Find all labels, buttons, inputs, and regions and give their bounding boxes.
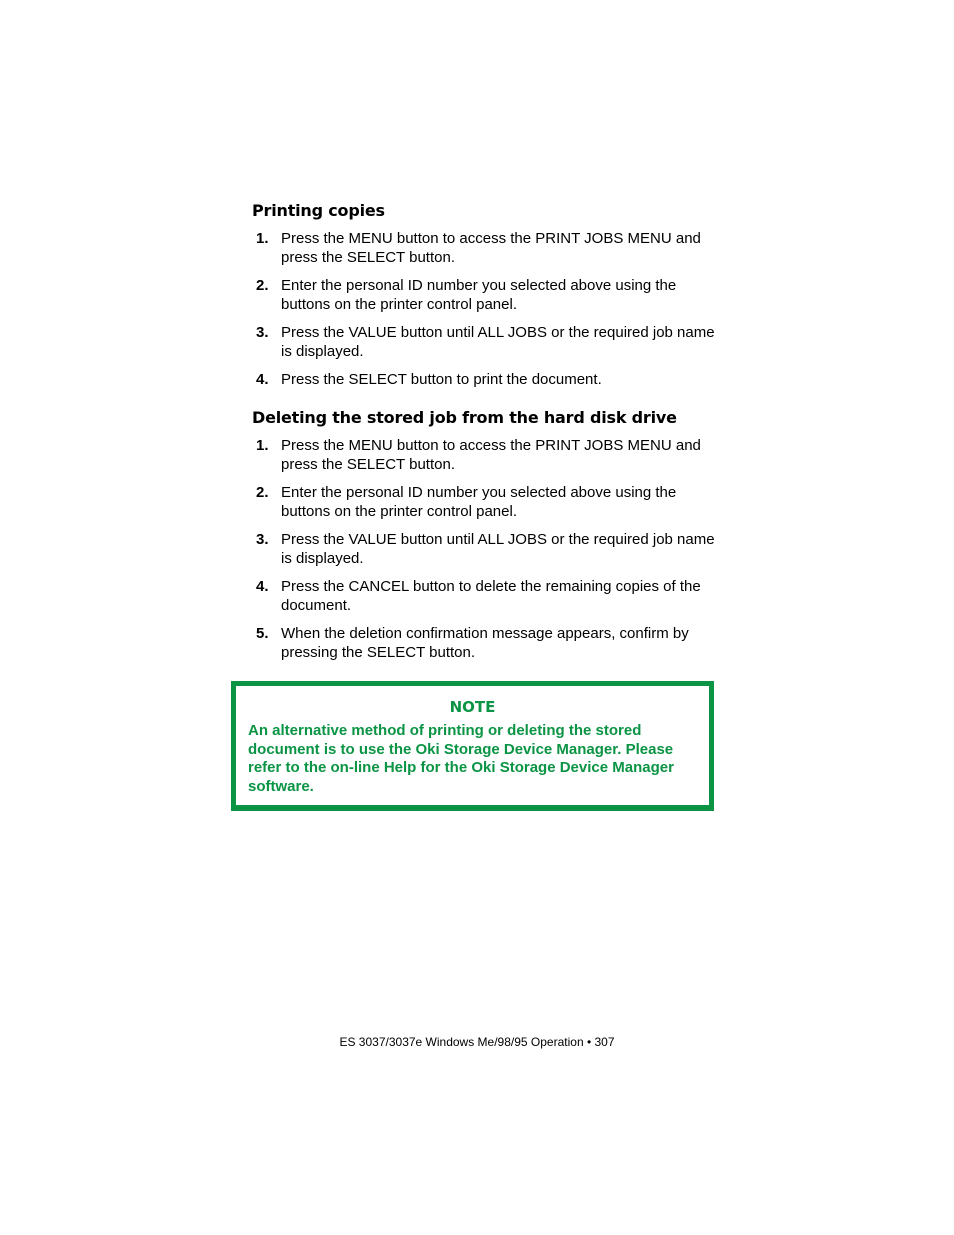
step-text: Enter the personal ID number you selected above using the buttons on the printer control panel. [281, 277, 677, 313]
step-text: Press the VALUE button until ALL JOBS or the required job name is displayed. [281, 324, 715, 360]
list-item [252, 530, 722, 568]
step-number: 1. [256, 437, 269, 454]
list-item [252, 370, 722, 389]
list-item [252, 229, 722, 267]
note-box [231, 681, 714, 811]
step-text: Press the CANCEL button to delete the remaining copies of the document. [281, 578, 701, 614]
step-number: 1. [256, 230, 269, 247]
list-item [252, 483, 722, 521]
step-text: Press the MENU button to access the PRINT JOBS MENU and press the SELECT button. [281, 437, 701, 473]
list-item [252, 436, 722, 474]
list-item [252, 323, 722, 361]
step-number: 3. [256, 324, 269, 341]
step-text: Press the VALUE button until ALL JOBS or the required job name is displayed. [281, 531, 715, 567]
step-number: 5. [256, 625, 269, 642]
note-title: NOTE [449, 698, 496, 716]
step-number: 2. [256, 277, 269, 294]
list-item [252, 624, 722, 662]
deleting-stored-job-steps [252, 436, 722, 671]
list-item [252, 276, 722, 314]
step-text: Press the MENU button to access the PRINT JOBS MENU and press the SELECT button. [281, 230, 701, 266]
step-number: 2. [256, 484, 269, 501]
step-number: 3. [256, 531, 269, 548]
section-heading-printing-copies: Printing copies [252, 201, 385, 220]
step-number: 4. [256, 371, 269, 388]
step-text: When the deletion confirmation message appears, confirm by pressing the SELECT button. [281, 625, 689, 661]
section-heading-deleting-stored-job: Deleting the stored job from the hard disk drive [252, 408, 677, 427]
step-number: 4. [256, 578, 269, 595]
note-body: An alternative method of printing or deleting the stored document is to use the Oki Storage Device Manager. Please refer to the on-line Help for the Oki Storage Device Manager software. [248, 722, 674, 795]
page-footer: ES 3037/3037e Windows Me/98/95 Operation • 307 [339, 1035, 615, 1049]
step-text: Press the SELECT button to print the document. [281, 371, 602, 388]
printing-copies-steps [252, 229, 722, 398]
step-text: Enter the personal ID number you selected above using the buttons on the printer control panel. [281, 484, 677, 520]
list-item [252, 577, 722, 615]
